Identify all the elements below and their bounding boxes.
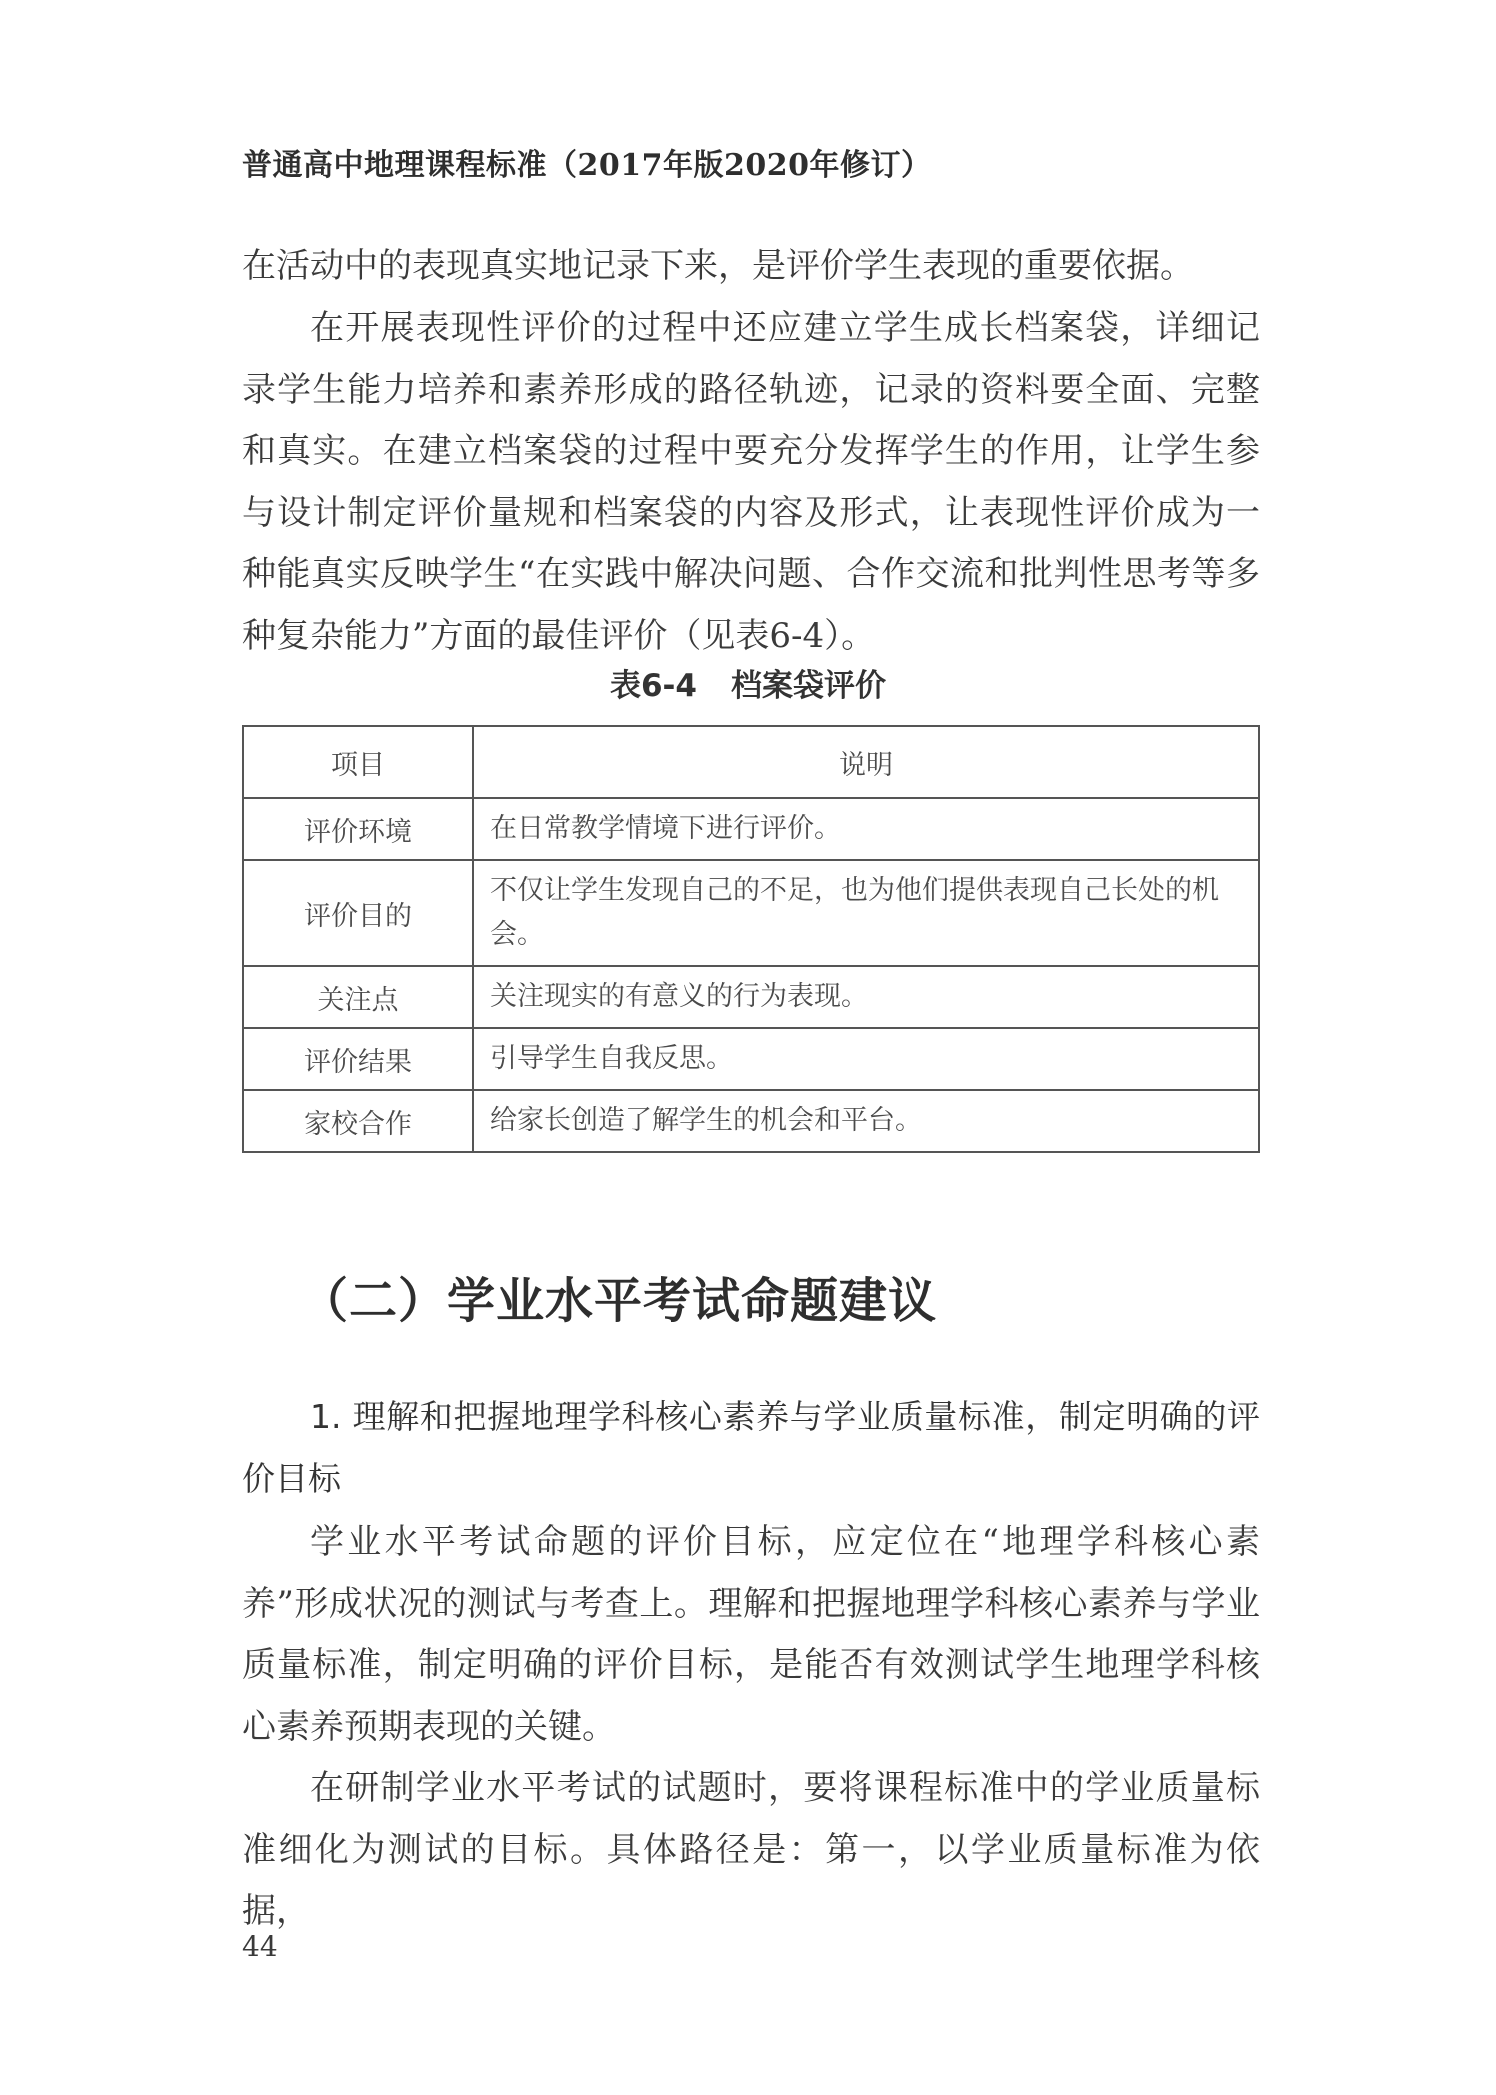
table-row — [243, 798, 1259, 860]
table-cell-item: 评价环境 — [243, 798, 473, 860]
table-row — [243, 1028, 1259, 1090]
table-cell-desc: 不仅让学生发现自己的不足，也为他们提供表现自己长处的机会。 — [473, 860, 1259, 966]
table-cell-desc: 关注现实的有意义的行为表现。 — [473, 966, 1259, 1028]
table-row — [243, 1090, 1259, 1152]
table-cell-item: 家校合作 — [243, 1090, 473, 1152]
table-row — [243, 966, 1259, 1028]
page-number: 44 — [242, 1930, 278, 1963]
table-cell-item: 关注点 — [243, 966, 473, 1028]
table-header-item: 项目 — [243, 726, 473, 798]
section-heading: （二）学业水平考试命题建议 — [300, 1273, 938, 1329]
paragraph-continued: 在活动中的表现真实地记录下来，是评价学生表现的重要依据。 — [242, 246, 1194, 286]
table-caption — [0, 660, 1496, 705]
table-cell-item: 评价结果 — [243, 1028, 473, 1090]
table-cell-desc: 在日常教学情境下进行评价。 — [473, 798, 1259, 860]
subsection-heading: 1. 理解和把握地理学科核心素养与学业质量标准，制定明确的评价目标 — [242, 1397, 1260, 1498]
paragraph-assessment-goal: 学业水平考试命题的评价目标，应定位在“地理学科核心素养”形成状况的测试与考查上。理解和把握地理学科核心素养与学业质量标准，制定明确的评价目标，是能否有效测试学生地理学科核心素养预期表现的关键。 — [242, 1522, 1260, 1747]
table-caption-number: 表6-4 — [609, 668, 697, 704]
table-header-row — [243, 726, 1259, 798]
portfolio-evaluation-table — [242, 725, 1260, 1153]
table-row — [243, 860, 1259, 966]
running-head: 普通高中地理课程标准（2017年版2020年修订） — [242, 148, 932, 183]
table-header-desc: 说明 — [473, 726, 1259, 798]
table-cell-desc: 给家长创造了解学生的机会和平台。 — [473, 1090, 1259, 1152]
table-cell-desc: 引导学生自我反思。 — [473, 1028, 1259, 1090]
paragraph-test-design: 在研制学业水平考试的试题时，要将课程标准中的学业质量标准细化为测试的目标。具体路径是：第一，以学业质量标准为依据， — [242, 1768, 1260, 1931]
table-caption-title: 档案袋评价 — [731, 668, 886, 704]
table-cell-item: 评价目的 — [243, 860, 473, 966]
paragraph-portfolio: 在开展表现性评价的过程中还应建立学生成长档案袋，详细记录学生能力培养和素养形成的路径轨迹，记录的资料要全面、完整和真实。在建立档案袋的过程中要充分发挥学生的作用，让学生参与设计制定评价量规和档案袋的内容及形式，让表现性评价成为一种能真实反映学生“在实践中解决问题、合作交流和批判性思考等多种复杂能力”方面的最佳评价（见表6-4）。 — [242, 308, 1260, 656]
